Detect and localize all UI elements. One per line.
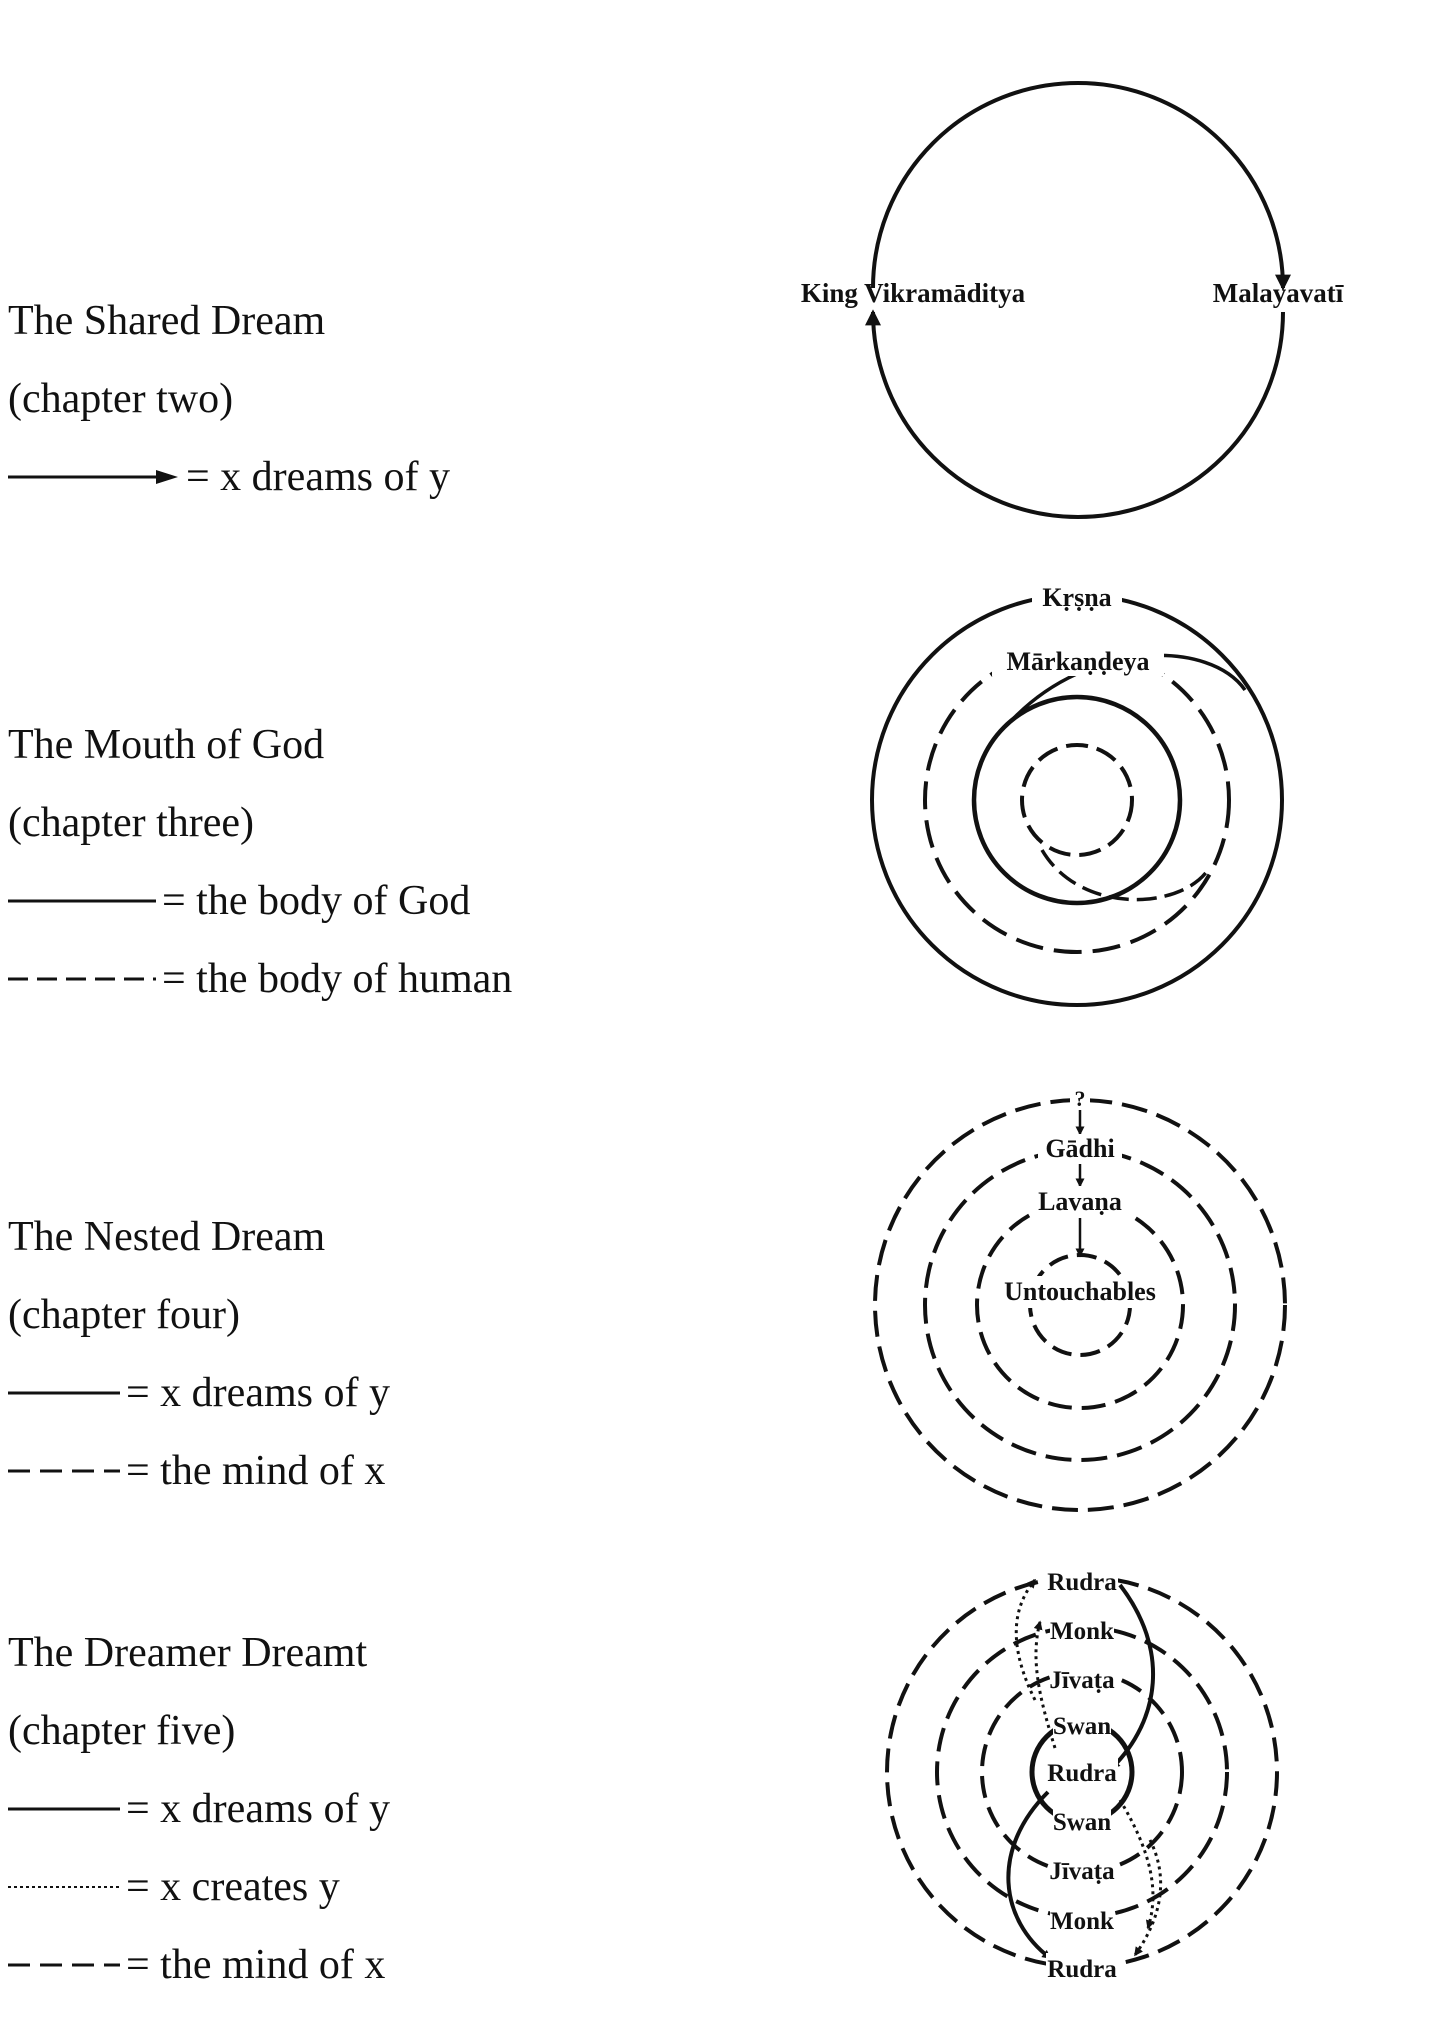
label-malayavati: Malayavatī <box>1212 278 1344 308</box>
label-jivata-lower: Jīvaṭa <box>1049 1858 1115 1885</box>
panel-chapter: (chapter two) <box>8 376 234 422</box>
legend-text: = x dreams of y <box>126 1786 390 1832</box>
panel-chapter: (chapter five) <box>8 1708 236 1754</box>
label-jivata-upper: Jīvaṭa <box>1049 1667 1115 1694</box>
dreamer-dreamt-diagram <box>887 1566 1277 1983</box>
legend-text: = the body of God <box>162 878 471 924</box>
legend-text: = the mind of x <box>126 1942 386 1988</box>
panel-title: The Nested Dream <box>8 1214 326 1260</box>
label-rudra-bottom: Rudra <box>1047 1956 1117 1983</box>
label-lavana: Lavaṇa <box>1038 1187 1122 1216</box>
god-inner-circle <box>974 697 1180 903</box>
label-monk-upper: Monk <box>1050 1618 1114 1645</box>
label-markandeya: Mārkaṇḍeya <box>1006 647 1150 676</box>
label-untouchables: Untouchables <box>1004 1277 1156 1306</box>
label-krsna: Kṛṣṇa <box>1042 583 1112 612</box>
dream-arc-lower <box>873 312 1283 517</box>
label-monk-lower: Monk <box>1050 1908 1114 1935</box>
nested-dream-diagram <box>875 1086 1285 1510</box>
legend-text: = the mind of x <box>126 1448 386 1494</box>
panel-title: The Dreamer Dreamt <box>8 1630 368 1676</box>
mouth-of-god-diagram <box>872 578 1282 1005</box>
legend-text: = x creates y <box>126 1864 340 1910</box>
panel-chapter: (chapter four) <box>8 1292 241 1338</box>
label-gadhi: Gādhi <box>1045 1134 1115 1163</box>
label-swan-upper: Swan <box>1052 1713 1112 1740</box>
legend-text: = x dreams of y <box>186 454 450 500</box>
dream-helix-left-lower <box>1008 1792 1050 1958</box>
label-king-vikramaditya: King Vikramāditya <box>800 278 1026 308</box>
panel-chapter: (chapter three) <box>8 800 254 846</box>
shared-dream-diagram <box>801 83 1344 517</box>
label-rudra-top: Rudra <box>1047 1569 1117 1596</box>
label-swan-lower: Swan <box>1052 1809 1112 1836</box>
dream-arc-upper <box>873 83 1283 288</box>
panel-title: The Shared Dream <box>8 298 326 344</box>
label-rudra-center: Rudra <box>1047 1760 1117 1787</box>
label-question: ? <box>1074 1086 1086 1111</box>
human-inner-dashed-circle <box>1022 745 1132 855</box>
panel-title: The Mouth of God <box>8 722 325 768</box>
legend-text: = the body of human <box>162 956 513 1002</box>
legend-text: = x dreams of y <box>126 1370 390 1416</box>
markandeya-dashed-circle <box>925 648 1229 952</box>
